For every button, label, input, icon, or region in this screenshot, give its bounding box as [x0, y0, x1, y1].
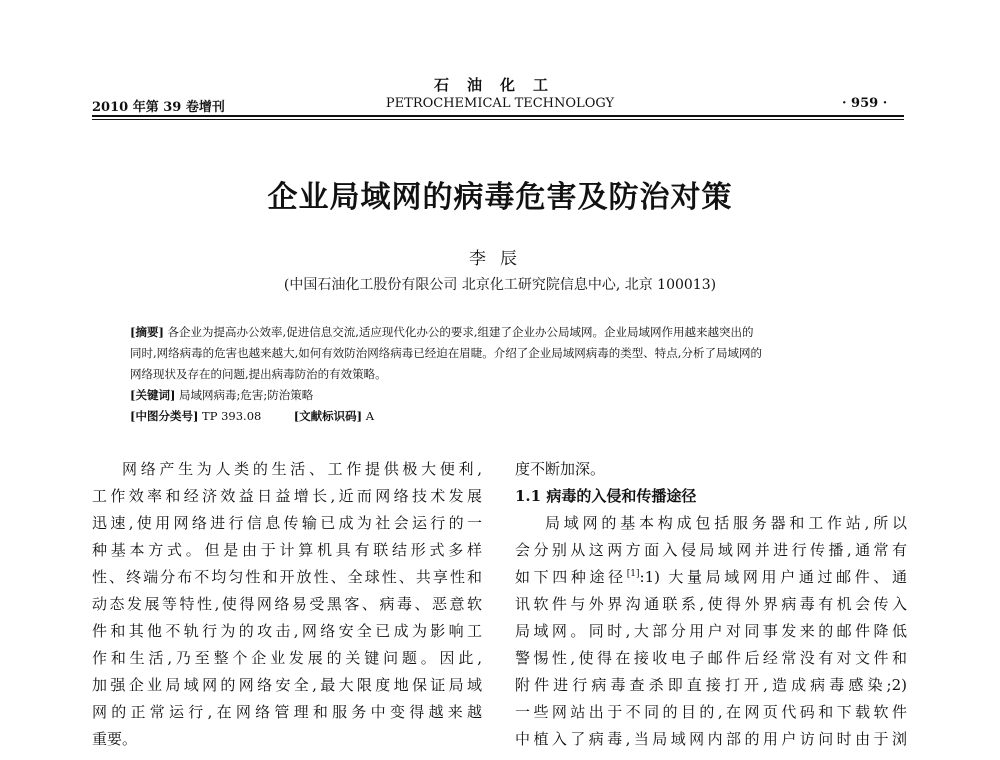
citation-ref[interactable]: [1]	[626, 569, 640, 579]
body-line: 度不断加深。	[515, 460, 606, 478]
header-rule-thick	[92, 115, 904, 117]
body-line: 加强企业局域网的网络安全,最大限度地保证局域	[92, 676, 482, 694]
body-line-with-citation	[515, 564, 907, 591]
journal-name-en: PETROCHEMICAL TECHNOLOGY	[385, 96, 615, 111]
journal-name-cn: 石油化工	[433, 76, 566, 94]
abstract-line: 网络现状及存在的问题,提出病毒防治的有效策略。	[130, 367, 387, 381]
body-line: 网络产生为人类的生活、工作提供极大便利,	[122, 460, 482, 478]
keywords-text: 局域网病毒;危害;防治策略	[179, 388, 314, 402]
abstract-text: 各企业为提高办公效率,促进信息交流,适应现代化办公的要求,组建了企业办公局域网。企业局域网作用越来越突出的	[167, 325, 754, 339]
keywords-label: [关键词]	[130, 388, 176, 402]
body-line: 一些网站出于不同的目的,在网页代码和下载软件	[515, 703, 907, 721]
body-line: 迅速,使用网络进行信息传输已成为社会运行的一	[92, 514, 482, 532]
body-line: 作和生活,乃至整个企业发展的关键问题。因此,	[92, 649, 482, 667]
doc-code: A	[365, 409, 375, 423]
header-rule-thin	[92, 119, 904, 120]
abstract-label: [摘要]	[130, 325, 164, 339]
clc-code: TP 393.08	[202, 409, 262, 423]
abstract-block	[130, 322, 870, 427]
body-line: 附件进行病毒查杀即直接打开,造成病毒感染;2)	[515, 676, 907, 694]
body-line: 局域网的基本构成包括服务器和工作站,所以	[545, 514, 907, 532]
doc-code-label: [文献标识码]	[293, 409, 363, 423]
page-number: · 959 ·	[842, 96, 888, 111]
body-line: 重要。	[92, 730, 138, 748]
citation-trail-text: :1) 大量局域网用户通过邮件、通	[639, 568, 907, 586]
issue-info: 2010 年第 39 卷增刊	[92, 100, 225, 115]
body-line: 警惕性,使得在接收电子邮件后经常没有对文件和	[515, 649, 907, 667]
body-column-left	[92, 456, 482, 753]
body-line: 局域网。同时,大部分用户对同事发来的邮件降低	[515, 622, 907, 640]
body-line: 种基本方式。但是由于计算机具有联结形式多样	[92, 541, 482, 559]
abstract-line	[130, 322, 870, 343]
author-affiliation: (中国石油化工股份有限公司 北京化工研究院信息中心, 北京 100013)	[283, 277, 717, 293]
article-title: 企业局域网的病毒危害及防治对策	[267, 180, 733, 215]
citation-lead-text: 如下四种途径	[515, 568, 627, 586]
body-line: 工作效率和经济效益日益增长,近而网络技术发展	[92, 487, 482, 505]
classification-line	[130, 406, 870, 427]
body-column-right	[515, 456, 907, 753]
author-name: 李辰	[469, 249, 531, 269]
abstract-line: 同时,网络病毒的危害也越来越大,如何有效防治网络病毒已经迫在眉睫。介绍了企业局域网病毒的类型、特点,分析了局域网的	[130, 346, 762, 360]
section-heading: 1.1 病毒的入侵和传播途径	[515, 487, 697, 505]
body-line: 会分别从这两方面入侵局域网并进行传播,通常有	[515, 541, 907, 559]
body-line: 件和其他不轨行为的攻击,网络安全已成为影响工	[92, 622, 482, 640]
keywords-line	[130, 385, 870, 406]
body-line: 讯软件与外界沟通联系,使得外界病毒有机会传入	[515, 595, 907, 613]
body-line: 中植入了病毒,当局域网内部的用户访问时由于浏	[515, 730, 907, 748]
body-line: 性、终端分布不均匀性和开放性、全球性、共享性和	[92, 568, 482, 586]
body-line: 网的正常运行,在网络管理和服务中变得越来越	[92, 703, 482, 721]
clc-label: [中图分类号]	[130, 409, 199, 423]
body-line: 动态发展等特性,使得网络易受黑客、病毒、恶意软	[92, 595, 482, 613]
